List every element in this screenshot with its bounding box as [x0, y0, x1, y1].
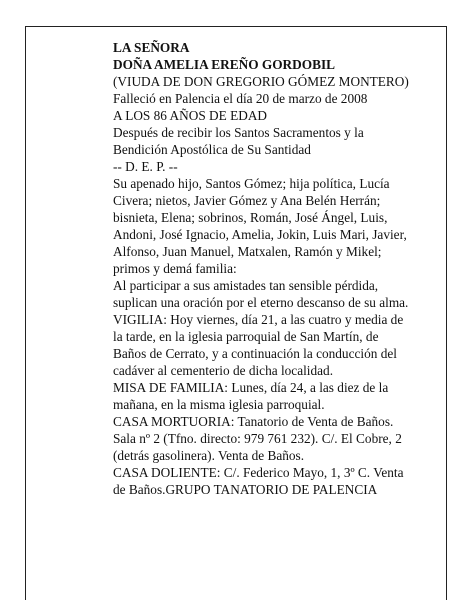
- notice-title: LA SEÑORA: [113, 40, 190, 55]
- text-line: mañana, en la misma iglesia parroquial.: [113, 397, 325, 412]
- text-line: MISA DE FAMILIA: Lunes, día 24, a las diez de la: [113, 380, 389, 395]
- dep-line: -- D. E. P. --: [113, 159, 178, 174]
- widow-line: (VIUDA DE DON GREGORIO GÓMEZ MONTERO): [113, 74, 409, 89]
- text-line: Andoni, José Ignacio, Amelia, Jokin, Luis Mari, Javier,: [113, 227, 407, 242]
- text-line: Su apenado hijo, Santos Gómez; hija política, Lucía: [113, 176, 390, 191]
- age-line: A LOS 86 AÑOS DE EDAD: [113, 108, 268, 123]
- text-line: CASA DOLIENTE: C/. Federico Mayo, 1, 3º C. Venta: [113, 465, 404, 480]
- text-line: VIGILIA: Hoy viernes, día 21, a las cuatro y media de: [113, 312, 404, 327]
- request-paragraph: [113, 277, 433, 311]
- text-line: Bendición Apostólica de Su Santidad: [113, 142, 311, 157]
- text-line: Baños de Cerrato, y a continuación la conducción del: [113, 346, 397, 361]
- text-line: primos y demá familia:: [113, 261, 237, 276]
- mortuary-paragraph: [113, 413, 433, 464]
- text-line: de Baños.GRUPO TANATORIO DE PALENCIA: [113, 482, 378, 497]
- text-line: Civera; nietos, Javier Gómez y Ana Belén Herrán;: [113, 193, 381, 208]
- text-line: Sala nº 2 (Tfno. directo: 979 761 232). C/. El Cobre, 2: [113, 431, 402, 446]
- text-line: CASA MORTUORIA: Tanatorio de Venta de Baños.: [113, 414, 394, 429]
- mass-paragraph: [113, 379, 433, 413]
- text-line: Después de recibir los Santos Sacramentos y la: [113, 125, 364, 140]
- deceased-name: DOÑA AMELIA EREÑO GORDOBIL: [113, 57, 336, 72]
- text-line: (detrás gasolinera). Venta de Baños.: [113, 448, 305, 463]
- vigil-paragraph: [113, 311, 433, 379]
- text-line: la tarde, en la iglesia parroquial de San Martín, de: [113, 329, 379, 344]
- family-paragraph: [113, 175, 433, 277]
- obituary-notice: [113, 39, 433, 498]
- text-line: bisnieta, Elena; sobrinos, Román, José Ángel, Luis,: [113, 210, 388, 225]
- death-date-line: Falleció en Palencia el día 20 de marzo de 2008: [113, 91, 368, 106]
- text-line: cadáver al cementerio de dicha localidad.: [113, 363, 334, 378]
- home-paragraph: [113, 464, 433, 498]
- text-line: Al participar a sus amistades tan sensible pérdida,: [113, 278, 379, 293]
- text-line: Alfonso, Juan Manuel, Matxalen, Ramón y Mikel;: [113, 244, 382, 259]
- sacraments-paragraph: [113, 124, 433, 158]
- text-line: suplican una oración por el eterno descanso de su alma.: [113, 295, 409, 310]
